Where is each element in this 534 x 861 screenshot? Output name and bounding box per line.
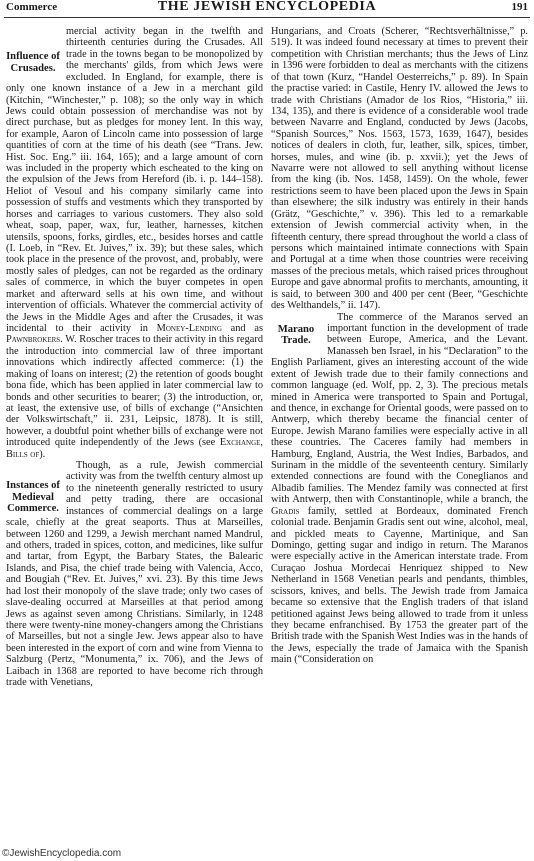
margin-note-instances: Instances of Medieval Commerce. [6, 480, 60, 515]
left-paragraph-2 [6, 460, 263, 688]
header-rule [4, 17, 530, 18]
left-column [6, 26, 263, 688]
cross-ref-gradis[interactable]: Gradis [271, 505, 300, 517]
copyright-footer: ©JewishEncyclopedia.com [2, 848, 122, 859]
right-paragraph-1: Hungarians, and Croats (Scherer, “Rechtsverhältnisse,” p. 519). It was indeed found necessary at times to prevent their competition with Christian merchants; thus the Jews of Linz in 1396 were forbidden to deal as merchants with the citizens of that town (Kurz, “Handel Oesterreichs,” p. 89). In Spain the practise varied: in Castile, Henry IV. allowed the Jews to trade with Christians (Amador de los Rios, “Historia,” iii. 134, 135), and there is evidence of a considerable wool trade between Navarre and England, conducted by Jews (Jacobs, “Spanish Sources,” Nos. 1563, 1573, 1639, 1647), besides notices of dealers in cloth, fur, leather, silk, spices, timber, horses, mules, and wine (ib. p. xxvii.); yet the Jews of Navarre were not allowed to sell anything without license from the king (ib. Nos. 1458, 1459). On the whole, fewer restrictions seem to have been placed upon the Jews in Spain than elsewhere; the silk industry was entirely in their hands (Grätz, “Geschichte,” v. 396). This led to a remarkable extension of Jewish commercial activity when, in the fifteenth century, there spread throughout the world a class of persons which maintained intimate connections with Spain and Portugal at a time when those countries were receiving masses of the precious metals, which raised prices throughout Europe and gave abnormal profits to merchants, amounting, it is said, to between 300 and 400 per cent (Beer, “Geschichte des Welthandels,” ii. 147). [271, 26, 528, 312]
text-run: mercial activity began in the twelfth and thirteenth centuries during the Crusades. All trade in the towns began to be monopolized by the merchants' gilds, from which Jews were excluded. In England, for example, there is only one known instance of a Jew in a merchant gild (Kitchin, “Winchester,” p. 108); so the only way in which Jews could obtain possession of merchandise was not by direct purchase, but as pledges for money lent. In this way, for example, Aaron of Lincoln came into possession of large quantities of corn at the time of his death (see “Trans. Jew. Hist. Soc. Eng.” iii. 164, 165); and a large amount of corn was included in the property which escheated to the king on the expulsion of the Jews from Hereford (ib. i. p. 144–158). Heliot of Vesoul and his company similarly came into possession of stuffs and vestments which they transported by horses and carriages to various customers. They also sold wheat, soap, paper, wax, fur, leather, harnesses, kitchen utensils, spoons, forks, girdles, etc., besides horses and cattle (I. Loeb, in “Rev. Et. Juives,” ix. 39); but these sales, which took place in the presence of the provost, and, probably, were mostly sales of pledges, can not be regarded as the ordinary sales of commerce, in which the buyer competes in open market and afterward sells at his own time, and without intervention of officials. Whatever the commercial activity of the Jews in the Middle Ages and after the Crusades, it was incidental to their activity in [6, 26, 263, 334]
header-title: THE JEWISH ENCYCLOPEDIA [157, 0, 377, 14]
left-paragraph-1 [6, 26, 263, 460]
header-page-number: 191 [511, 1, 528, 13]
header-section-name: Commerce [6, 1, 58, 13]
margin-note-marano: Marano Trade. [277, 323, 315, 347]
cross-ref-money-lending[interactable]: Money-Lending [156, 322, 222, 334]
text-run: family, settled at Bordeaux, dominated French colonial trade. Benjamin Gradis sent out wine, alcohol, meal, and pickled meats to Cayenne, Martinique, and San Domingo, getting sugar and indigo in return. The Maranos were especially active in the American interstate trade. From Curaçao Joshua Mordecai Henriquez shipped to New Netherland in 1568 Venetian pearls and pendants, thimbles, scissors, knives, and bells. The Jewish trade from Jamaica became so extensive that the English traders of that island petitioned against Jews being allowed to trade from it unless they became enfranchised. By 1753 the greater part of the British trade with the Spanish West Indies was in the hands of the Jews, especially the trade of Jamaica with the Spanish main (“Consideration on [271, 505, 528, 666]
right-paragraph-2 [271, 312, 528, 666]
text-run: ). [39, 448, 46, 460]
text-run: Though, as a rule, Jewish commercial activity was from the twelfth century almost up to the nineteenth generally restricted to usury and petty trading, there are occasional instances of commercial dealings on a large scale, chiefly at the great seaports. Thus at Marseilles, between 1260 and 1299, a Jewish merchant named Mandrul, and others, traded in spices, cotton, and medicines, like sulfur and tartar, from Egypt, the Barbary States, the Balearic Islands, and Pisa, the chief trade being with Valencia, Acco, and Bougiah (“Rev. Et. Juives,” xvi. 23). By this time Jews had lost their monopoly of the slave trade; only two cases of slave-dealing occurred at Marseilles at that period among Jews as against seven among Christians. Similarly, in 1248 there were twenty-nine money-changers among the Christians of Marseilles, but not a single Jew. Jews appear also to have been interested in the export of corn and wine from Vienna to Salzburg (Pertz, “Monumenta,” ix. 706), and the Jews of Laibach in 1368 are reported to have become rich through trade with Venetians, [6, 460, 263, 689]
margin-note-influence: Influence of Crusades. [6, 51, 60, 74]
text-run: The commerce of the Maranos served an important function in the development of trade between Europe, America, and the Levant. Manasseh ben Israel, in his “Declaration” to the English Parliament, gives an interesting account of the wide extent of Jewish trade due to their family connections and common language (ed. Wolf, pp. 2, 3). The precious metals mined in America were transported to Spain and Portugal, and thence, in exchange for Oriental goods, were passed on to Antwerp, which thereby became the financial center of Europe. Jewish Marano families were especially active in all these countries. The Caceres family had members in Hamburg, England, Austria, the West Indies, Barbados, and Surinam in the middle of the seventeenth century. Similarly extended connections are found with the Coneglianos and Albadib families. The Mendez family was connected at first with Antwerp, then with Constantinople, while a branch, the [271, 311, 528, 506]
text-run: and as [221, 322, 263, 334]
cross-ref-pawnbrokers[interactable]: Pawnbrokers [6, 334, 61, 346]
cross-ref-exchange[interactable]: Exchange, Bills of [6, 437, 263, 460]
text-run: . W. Roscher traces to their activity in this regard the introduction into commercial law of three important innovations which indirectly affected commerce: (1) the making of loans on interest; (2) the retention of goods bought bona fide, which has been applied in later commercial law to bonds and other securities to bearer; (3) the introduction, or, at least, the extensive use, of bills of exchange (“Ansichten der Volkswirtschaft,” ii. 231, Leipsic, 1878). It is still, however, a doubtful point whether bills of exchange were not introduced quite independently of the Jews (see [6, 334, 263, 449]
right-column [271, 26, 528, 666]
running-header [4, 0, 530, 16]
